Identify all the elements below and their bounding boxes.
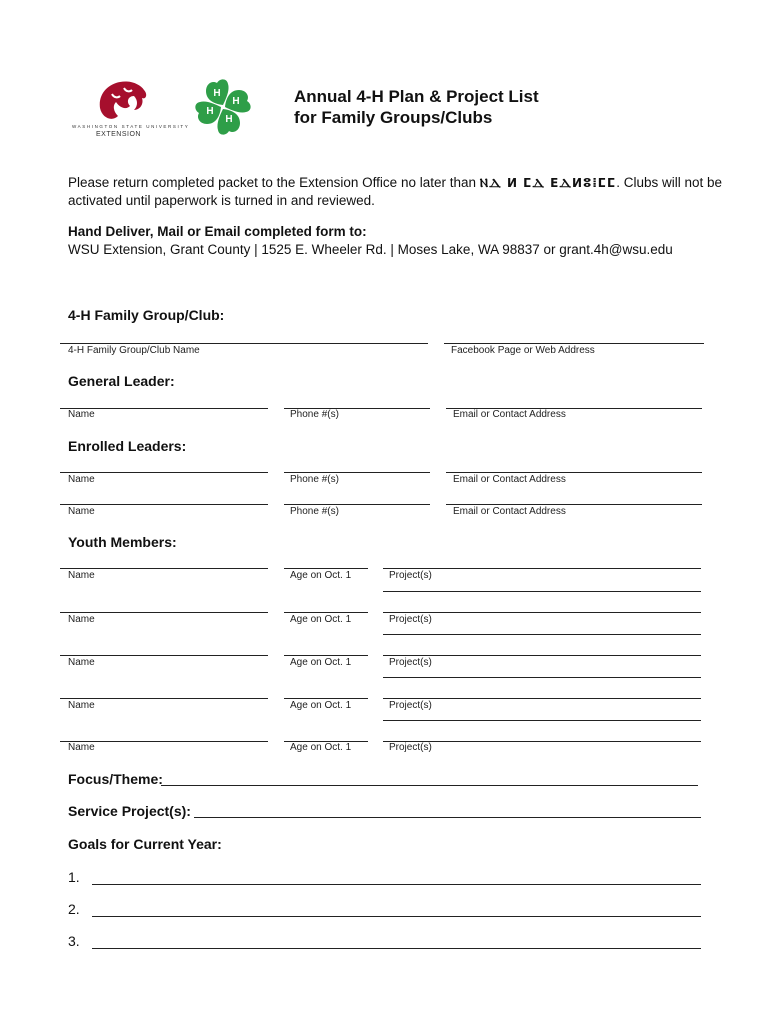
goals-heading: Goals for Current Year:	[68, 836, 222, 852]
goal-number: 3.	[68, 933, 80, 949]
enrolled-leader-email-caption: Email or Contact Address	[453, 474, 566, 485]
4h-clover-logo	[190, 74, 256, 140]
title-line-1: Annual 4-H Plan & Project List	[294, 87, 539, 106]
enrolled-leader-phone-field[interactable]	[284, 504, 430, 505]
youth-age-caption: Age on Oct. 1	[290, 614, 352, 625]
goal-number: 2.	[68, 901, 80, 917]
youth-name-field[interactable]	[60, 568, 268, 569]
youth-name-field[interactable]	[60, 698, 268, 699]
enrolled-leader-name-caption: Name	[68, 474, 95, 485]
youth-projects-extra-line[interactable]	[383, 720, 701, 721]
youth-name-caption: Name	[68, 742, 95, 753]
deliver-address: WSU Extension, Grant County | 1525 E. Wheeler Rd. | Moses Lake, WA 98837 or grant.4h@wsu.edu	[68, 242, 673, 257]
club-name-caption: 4-H Family Group/Club Name	[68, 345, 200, 356]
general-leader-email-caption: Email or Contact Address	[453, 409, 566, 420]
goal-field[interactable]	[92, 916, 701, 917]
youth-age-field[interactable]	[284, 698, 368, 699]
goal-field[interactable]	[92, 884, 701, 885]
youth-name-field[interactable]	[60, 655, 268, 656]
youth-name-caption: Name	[68, 700, 95, 711]
youth-age-caption: Age on Oct. 1	[290, 700, 352, 711]
intro-paragraph	[68, 174, 768, 210]
web-address-caption: Facebook Page or Web Address	[451, 345, 595, 356]
youth-age-field[interactable]	[284, 568, 368, 569]
general-leader-name-caption: Name	[68, 409, 95, 420]
enrolled-leader-email-field[interactable]	[446, 504, 702, 505]
enrolled-leaders-heading: Enrolled Leaders:	[68, 438, 187, 454]
youth-name-caption: Name	[68, 657, 95, 668]
focus-theme-field[interactable]	[161, 785, 698, 786]
youth-age-caption: Age on Oct. 1	[290, 742, 352, 753]
youth-projects-extra-line[interactable]	[383, 677, 701, 678]
enrolled-leader-email-caption: Email or Contact Address	[453, 506, 566, 517]
web-address-field[interactable]	[444, 343, 704, 344]
wsu-cougar-head-icon	[68, 74, 188, 124]
youth-age-field[interactable]	[284, 655, 368, 656]
youth-projects-extra-line[interactable]	[383, 591, 701, 592]
youth-age-caption: Age on Oct. 1	[290, 570, 352, 581]
youth-members-heading: Youth Members:	[68, 534, 177, 550]
clover-letter: H	[206, 106, 214, 117]
intro-line1-suffix: . Clubs will not be	[616, 175, 723, 190]
youth-name-caption: Name	[68, 570, 95, 581]
intro-line1-prefix: Please return completed packet to the Extension Office no later than	[68, 175, 476, 190]
enrolled-leader-name-field[interactable]	[60, 504, 268, 505]
youth-age-caption: Age on Oct. 1	[290, 657, 352, 668]
enrolled-leader-name-caption: Name	[68, 506, 95, 517]
youth-projects-caption: Project(s)	[389, 657, 432, 668]
youth-projects-caption: Project(s)	[389, 700, 432, 711]
wsu-extension-logo	[68, 74, 188, 140]
enrolled-leader-name-field[interactable]	[60, 472, 268, 473]
4h-clover-icon	[190, 74, 256, 140]
redacted-deadline: ⲚⲆ ⵍ ⵎⲆ ⴹⲆⵍⵓⵂⵎⵎ	[479, 176, 617, 190]
service-projects-label: Service Project(s):	[68, 803, 191, 819]
general-leader-heading: General Leader:	[68, 373, 175, 389]
youth-projects-field[interactable]	[383, 698, 701, 699]
general-leader-phone-caption: Phone #(s)	[290, 409, 339, 420]
wsu-university-text: WASHINGTON STATE UNIVERSITY	[72, 124, 190, 129]
club-name-field[interactable]	[60, 343, 428, 344]
page-title	[294, 86, 539, 128]
service-projects-field[interactable]	[194, 817, 701, 818]
youth-age-field[interactable]	[284, 612, 368, 613]
youth-name-field[interactable]	[60, 612, 268, 613]
clover-letter: H	[225, 114, 233, 125]
youth-projects-field[interactable]	[383, 655, 701, 656]
enrolled-leader-email-field[interactable]	[446, 472, 702, 473]
clover-letter: H	[232, 96, 240, 107]
youth-projects-field[interactable]	[383, 568, 701, 569]
deliver-heading: Hand Deliver, Mail or Email completed form to:	[68, 224, 367, 239]
enrolled-leader-phone-caption: Phone #(s)	[290, 474, 339, 485]
wsu-extension-text: EXTENSION	[96, 131, 141, 138]
clover-letter: H	[213, 88, 221, 99]
intro-line2: activated until paperwork is turned in and reviewed.	[68, 193, 375, 208]
title-line-2: for Family Groups/Clubs	[294, 108, 493, 127]
enrolled-leader-phone-caption: Phone #(s)	[290, 506, 339, 517]
club-heading: 4-H Family Group/Club:	[68, 307, 225, 323]
enrolled-leader-phone-field[interactable]	[284, 472, 430, 473]
youth-projects-caption: Project(s)	[389, 742, 432, 753]
youth-projects-field[interactable]	[383, 612, 701, 613]
youth-projects-caption: Project(s)	[389, 570, 432, 581]
focus-theme-label: Focus/Theme:	[68, 771, 163, 787]
goal-field[interactable]	[92, 948, 701, 949]
youth-projects-extra-line[interactable]	[383, 634, 701, 635]
youth-name-caption: Name	[68, 614, 95, 625]
goal-number: 1.	[68, 869, 80, 885]
youth-projects-caption: Project(s)	[389, 614, 432, 625]
